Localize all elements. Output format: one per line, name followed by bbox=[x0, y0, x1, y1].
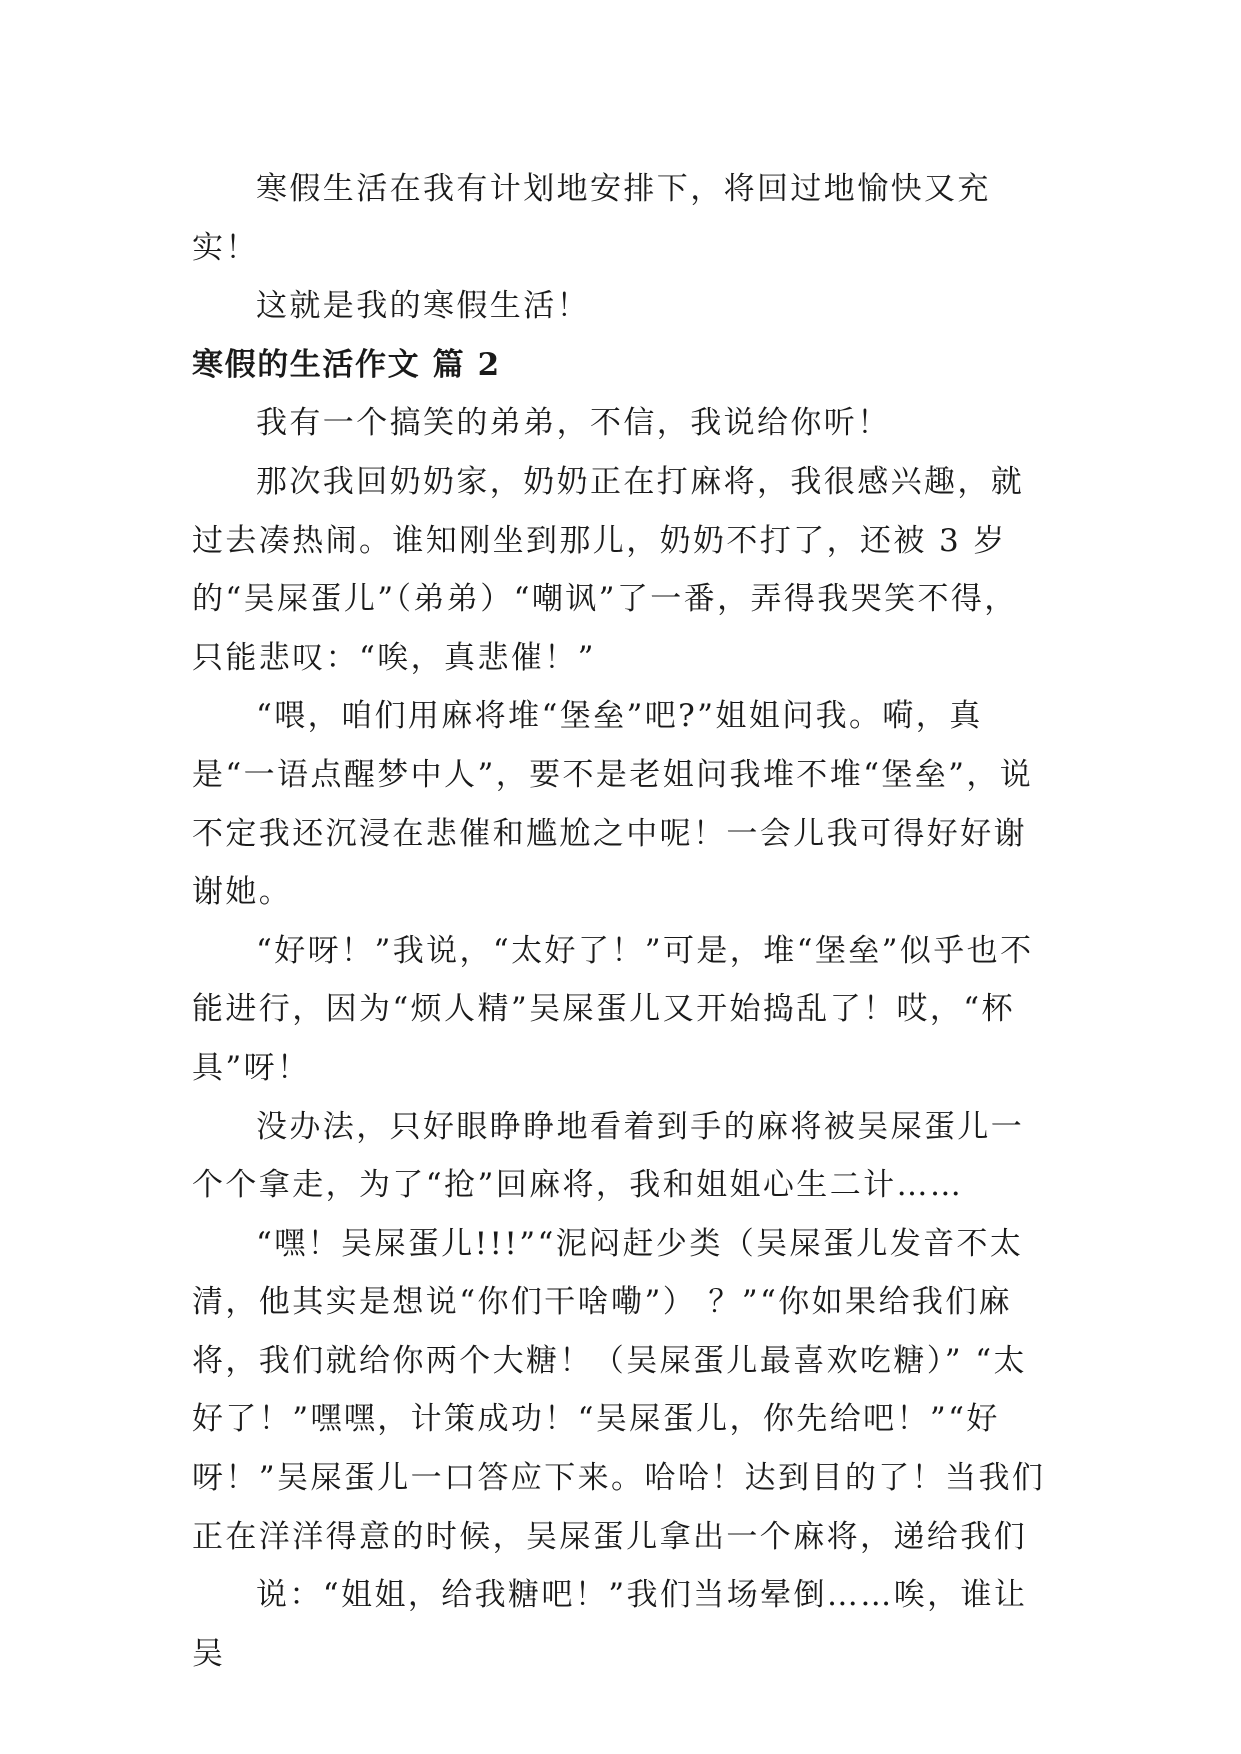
paragraph: “嘿！吴屎蛋儿!!!”“泥闷赶少类（吴屎蛋儿发音不太清，他其实是想说“你们干啥嘞”） ？”“你如果给我们麻将，我们就给你两个大糖！（吴屎蛋儿最喜欢吃糖）” “太好了！”嘿嘿，计策成功！“吴屎蛋儿，你先给吧！”“好呀！”吴屎蛋儿一口答应下来。哈哈！达到目的了！当我们正在洋洋得意的时候，吴屎蛋儿拿出一个麻将，递给我们 bbox=[192, 1225, 1046, 1555]
document-page bbox=[192, 160, 1050, 1683]
paragraph: “好呀！”我说，“太好了！”可是，堆“堡垒”似乎也不能进行，因为“烦人精”吴屎蛋儿又开始捣乱了！哎，“杯具”呀！ bbox=[192, 932, 1034, 1086]
paragraph: 说：“姐姐，给我糖吧！”我们当场晕倒……唉，谁让吴 bbox=[192, 1577, 1028, 1672]
paragraph: 这就是我的寒假生活！ bbox=[256, 288, 590, 325]
section-heading: 寒假的生活作文 篇 2 bbox=[192, 346, 501, 383]
paragraph: 那次我回奶奶家，奶奶正在打麻将，我很感兴趣，就过去凑热闹。谁知刚坐到那儿，奶奶不打了，还被 3 岁的“吴屎蛋儿”（弟弟）“嘲讽”了一番，弄得我哭笑不得，只能悲叹：“唉，真悲催！” bbox=[192, 463, 1025, 676]
paragraph: 我有一个搞笑的弟弟，不信，我说给你听！ bbox=[256, 405, 891, 442]
paragraph: 寒假生活在我有计划地安排下，将回过地愉快又充实！ bbox=[192, 171, 991, 266]
paragraph: “喂，咱们用麻将堆“堡垒”吧?”姐姐问我。嗬，真是“一语点醒梦中人”，要不是老姐问我堆不堆“堡垒”，说不定我还沉浸在悲催和尴尬之中呢！一会儿我可得好好谢谢她。 bbox=[192, 698, 1034, 911]
paragraph: 没办法，只好眼睁睁地看着到手的麻将被吴屎蛋儿一个个拿走，为了“抢”回麻将，我和姐姐心生二计…… bbox=[192, 1108, 1025, 1204]
